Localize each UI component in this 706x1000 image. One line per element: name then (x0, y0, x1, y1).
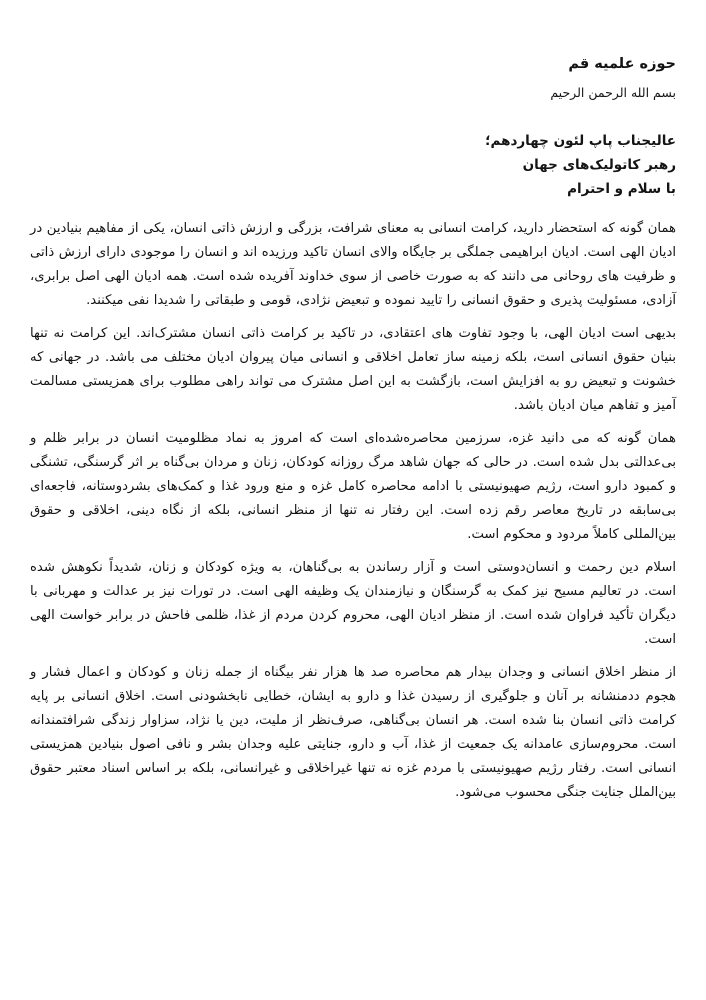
letter-content (30, 54, 676, 805)
addressee-block (30, 129, 676, 201)
body-paragraph-1: همان گونه که استحضار دارید، کرامت انسانی به معنای شرافت، بزرگی و ارزش ذاتی انسان، یکی از مفاهیم بنیادین در ادیان الهی است. ادیان ابراهیمی جملگی بر جایگاه والای انسان تاکید ورزیده اند و انسان را موجودی دارای ارزش ذاتی و ظرفیت های روحانی می دانند که به صورت خاصی از سوی خداوند آفریده شده است. همه ادیان الهی اصل برابری، آزادی، مسئولیت پذیری و حقوق انسانی را تایید نموده و تبعیض نژادی، قومی و طبقاتی را شدیدا نفی میکنند. (30, 220, 676, 308)
body-paragraph-4: اسلام دین رحمت و انسان‌دوستی است و آزار رساندن به بی‌گناهان، به ویژه کودکان و زنان، شدیداً نکوهش شده است. در تعالیم مسیح نیز کمک به گرسنگان و نیازمندان یک وظیفه الهی است. در تورات نیز بر عدالت و مهربانی با دیگران تأکید فراوان شده است. از منظر ادیان الهی، محروم کردن مردم از غذا، ظلمی فاحش در برابر خواست الهی است. (30, 559, 676, 647)
body-paragraph-2: بدیهی است ادیان الهی، با وجود تفاوت های اعتقادی، در تاکید بر کرامت ذاتی انسان مشترک‌اند. این کرامت نه تنها بنیان حقوق انسانی است، بلکه زمینه ساز تعامل اخلاقی و انسانی میان پیروان ادیان مختلف می باشد. در جهانی که خشونت و تبعیض رو به افزایش است، بازگشت به این اصل مشترک می تواند راهی مطلوب برای همزیستی مسالمت آمیز و تفاهم میان ادیان باشد. (30, 325, 676, 413)
body-paragraph-5: از منظر اخلاق انسانی و وجدان بیدار هم محاصره صد ها هزار نفر بیگناه از جمله زنان و کودکان و اعمال فشار و هجوم ددمنشانه بر آنان و جلوگیری از رسیدن غذا و دارو به ایشان، خطایی نابخشودنی است. اخلاق انسانی بر پایه کرامت ذاتی انسان بنا شده است. هر انسان بی‌گناهی، صرف‌نظر از ملیت، دین یا نژاد، سزاوار زندگی شرافتمندانه است. محروم‌سازی عامدانه یک جمعیت از غذا، آب و دارو، جنایتی علیه وجدان بشر و نافی اصول بنیادین همزیستی انسانی است. رفتار رژیم صهیونیستی با مردم غزه نه تنها غیراخلاقی و غیرانسانی، بلکه بر اساس اسناد معتبر حقوق بین‌الملل جنایت جنگی محسوب می‌شود. (30, 664, 676, 800)
addressee-title: رهبر کاتولیک‌های جهان (522, 156, 676, 173)
basmalah-line: بسم الله الرحمن الرحیم (550, 84, 676, 100)
letter-body (30, 217, 676, 805)
body-paragraph-3: همان گونه که می دانید غزه، سرزمین محاصره‌شده‌ای است که امروز به نماد مظلومیت انسان در برابر ظلم و بی‌عدالتی بدل شده است. در حالی که جهان شاهد مرگ روزانه کودکان، زنان و مردان بی‌گناه بر اثر گرسنگی، تشنگی و کمبود دارو است، رژیم صهیونیستی با ادامه محاصره کامل غزه و منع ورود غذا و کمک‌های بشردوستانه، فاجعه‌ای بی‌سابقه در تاریخ معاصر رقم زده است. این رفتار نه تنها از منظر انسانی، بلکه از نگاه دینی، اخلاقی و حقوق بین‌المللی کاملاً مردود و محکوم است. (30, 430, 676, 542)
greeting-line: با سلام و احترام (567, 180, 676, 197)
organization-title: حوزه علمیه قم (568, 56, 676, 72)
addressee-name: عالیجناب پاپ لئون چهاردهم؛ (485, 132, 676, 149)
